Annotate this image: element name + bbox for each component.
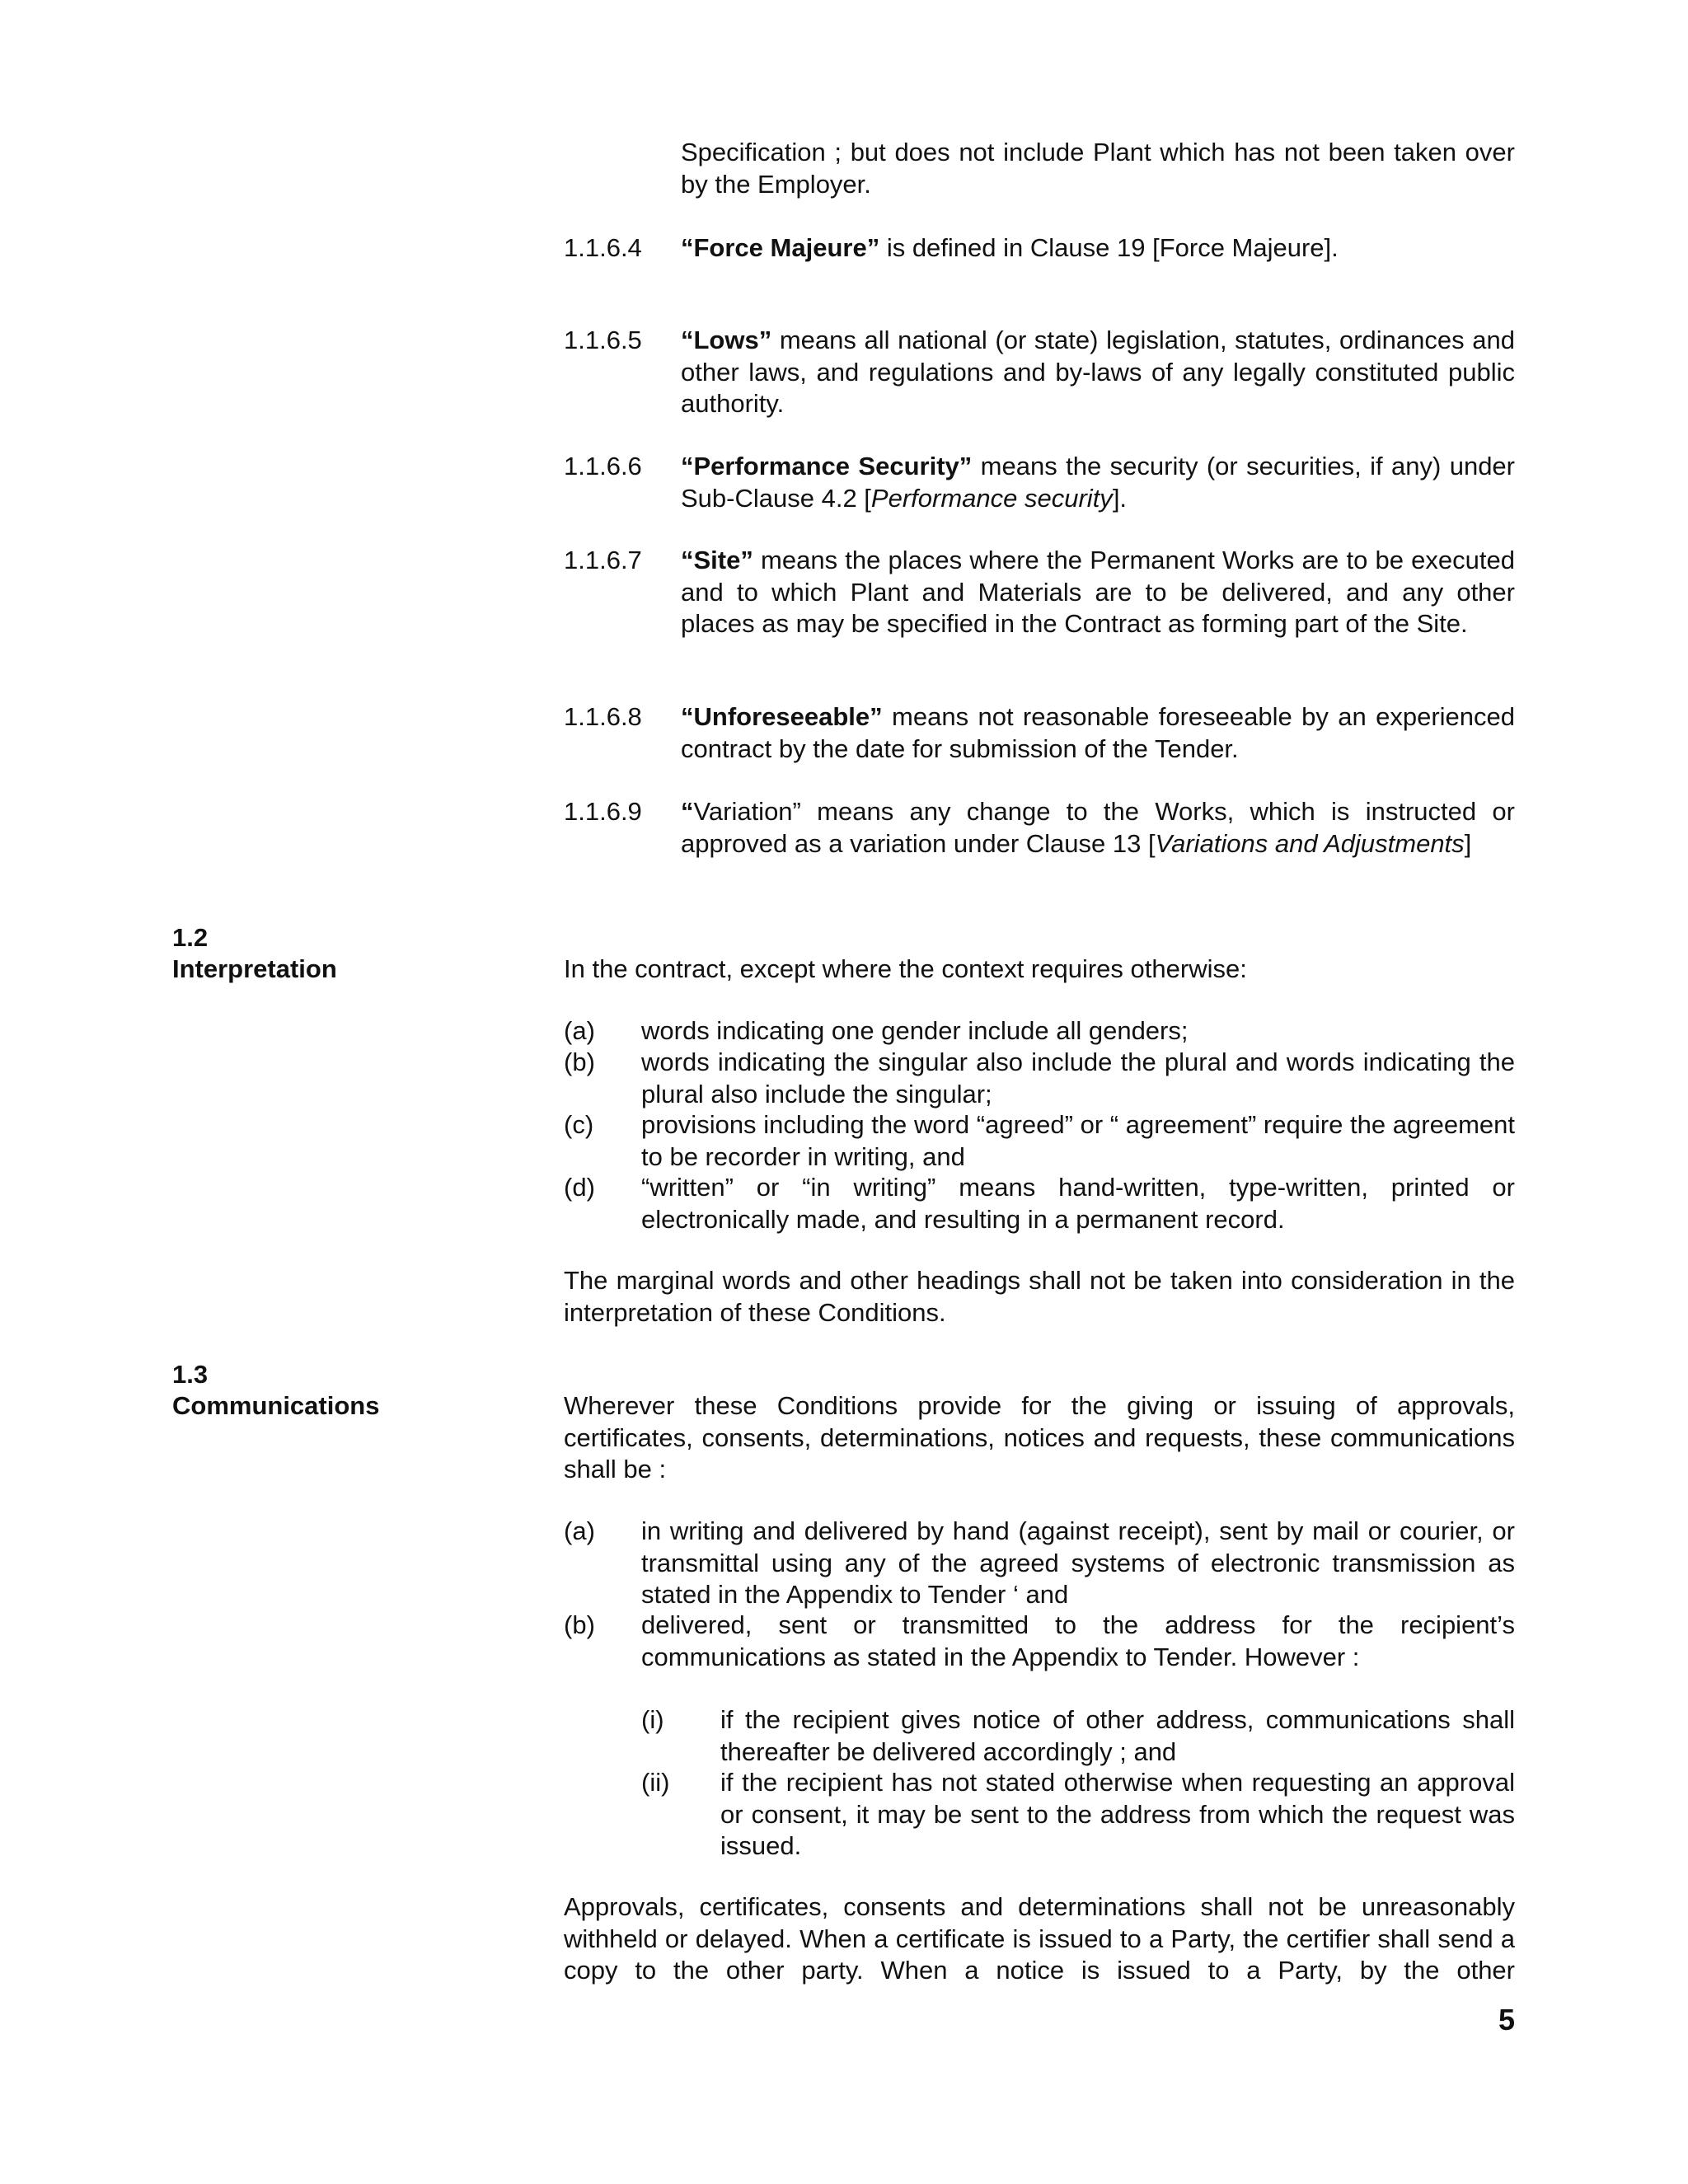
list-item-text: words indicating the singular also include the plural and words indicating the plural also include the singular; (641, 1047, 1515, 1108)
list-item-label: (b) (564, 1047, 595, 1076)
definition-number: 1.1.6.7 (564, 546, 642, 574)
definition-term: “Performance Security” (681, 452, 973, 480)
sublist-item-text: if the recipient has not stated otherwise when requesting an approval or consent, it may be sent to the address from which the request was issued. (720, 1768, 1515, 1860)
definition-term: “Lows” (681, 326, 772, 354)
definition-number: 1.1.6.5 (564, 326, 642, 354)
definition-reference: Variations and Adjustments (1155, 828, 1465, 858)
definition-body: means the places where the Permanent Works are to be executed and to which Plant and Materials are to be delivered, and any other places as may be specified in the Contract as forming part of the Site. (681, 546, 1515, 638)
definition-term: “ (681, 797, 694, 826)
definition-term: “Force Majeure” (681, 233, 880, 262)
list-item-label: (a) (564, 1016, 595, 1045)
sublist-item-label: (i) (641, 1705, 664, 1734)
definition-text (681, 701, 1515, 765)
list-item-label: (c) (564, 1110, 594, 1139)
list-item-label: (d) (564, 1173, 595, 1202)
section-intro: Wherever these Conditions provide for the giving or issuing of approvals, certificates, consents, determinations, notices and requests, these communications shall be : (564, 1391, 1515, 1483)
definition-text (681, 325, 1515, 420)
definition-suffix: ]. (1112, 483, 1128, 513)
sublist-item-label: (ii) (641, 1768, 670, 1797)
definition-number: 1.1.6.8 (564, 702, 642, 731)
definition-text (681, 451, 1515, 514)
definition-text (681, 232, 1515, 265)
list-item-label: (a) (564, 1516, 595, 1545)
definition-reference: Performance security (870, 483, 1113, 513)
list-item-text: “written” or “in writing” means hand-written, type-written, printed or electronically made, and resulting in a permanent record. (641, 1173, 1515, 1234)
sublist-item-text: if the recipient gives notice of other address, communications shall thereafter be delivered accordingly ; and (720, 1705, 1515, 1766)
section-number: 1.3 (172, 1360, 209, 1389)
list-item-text: delivered, sent or transmitted to the address for the recipient’s communications as stated in the Appendix to Tender. However : (641, 1610, 1515, 1671)
list-item-text: provisions including the word “agreed” or “ agreement” require the agreement to be recorder in writing, and (641, 1110, 1515, 1171)
continuation-text: Specification ; but does not include Plant which has not been taken over by the Employer. (681, 138, 1515, 199)
definition-number: 1.1.6.6 (564, 452, 642, 480)
list-item-text: in writing and delivered by hand (against receipt), sent by mail or courier, or transmittal using any of the agreed systems of electronic transmission as stated in the Appendix to Tender ‘ and (641, 1516, 1515, 1609)
section-intro: In the contract, except where the context requires otherwise: (564, 954, 1247, 983)
section-title: Interpretation (172, 954, 337, 983)
definition-suffix: ] (1464, 828, 1472, 858)
definition-body: means not reasonable foreseeable by an experienced contract by the date for submission of the Tender. (681, 702, 1515, 763)
definition-body: means all national (or state) legislation, statutes, ordinances and other laws, and regulations and by-laws of any legally constituted public authority. (681, 326, 1515, 418)
definition-number: 1.1.6.9 (564, 797, 642, 826)
definition-body: Variation” means any change to the Works, which is instructed or approved as a variation under Clause 13 [ (681, 797, 1515, 858)
list-item-text: words indicating one gender include all genders; (641, 1016, 1189, 1045)
section-number: 1.2 (172, 923, 209, 952)
list-item-label: (b) (564, 1610, 595, 1639)
definition-body: is defined in Clause 19 [Force Majeure]. (879, 233, 1339, 262)
section-closing: Approvals, certificates, consents and determinations shall not be unreasonably withheld or delayed. When a certificate is issued to a Party, the certifier shall send a copy to the other party. When a notice is issued to a Party, by the other (564, 1892, 1515, 1985)
section-title: Communications (172, 1391, 380, 1420)
definition-text (681, 545, 1515, 640)
definition-body: means the security (or securities, if any) under Sub-Clause 4.2 [ (681, 452, 1515, 513)
definition-term: “Unforeseeable” (681, 702, 883, 731)
page-number: 5 (1498, 2003, 1515, 2036)
definition-term: “Site” (681, 546, 753, 574)
definition-text (681, 796, 1515, 860)
section-closing: The marginal words and other headings shall not be taken into consideration in the interpretation of these Conditions. (564, 1266, 1515, 1327)
definition-number: 1.1.6.4 (564, 233, 642, 262)
